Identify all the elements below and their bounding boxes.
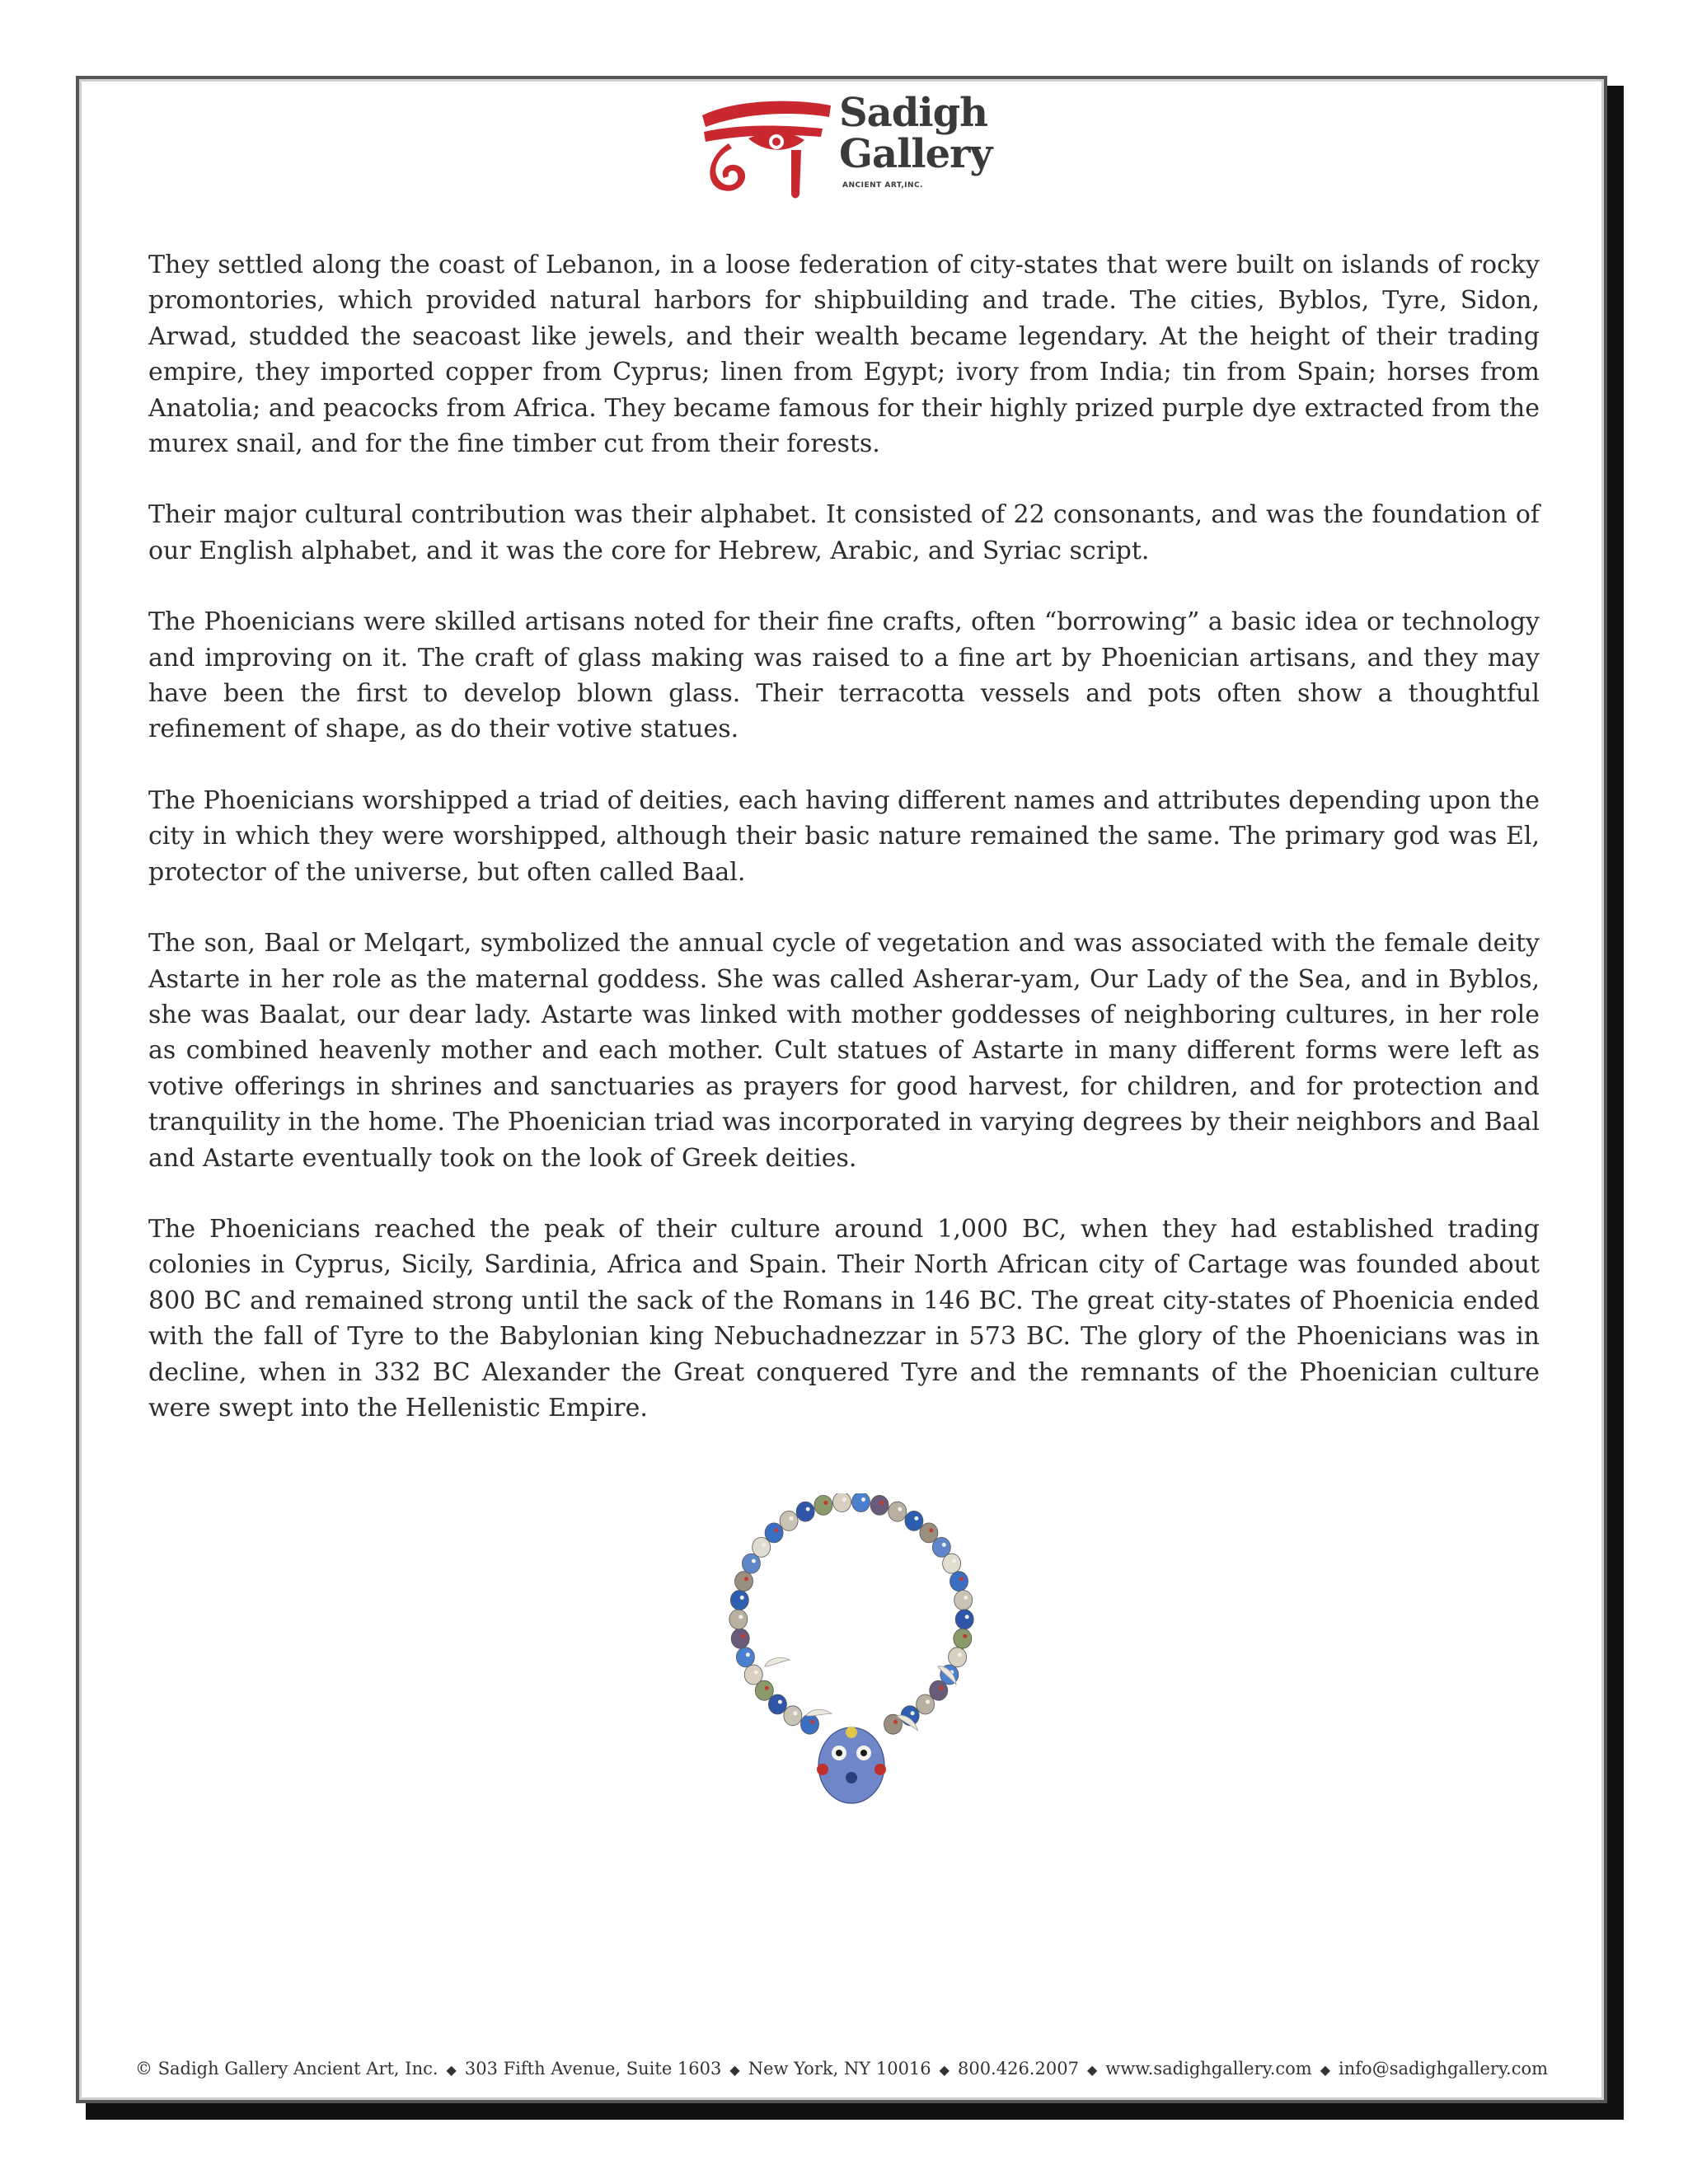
bead-dot [926, 1700, 930, 1704]
bead-dot [893, 1720, 898, 1724]
bead-dot [898, 1507, 902, 1511]
bead [730, 1591, 748, 1610]
bead [801, 1714, 819, 1734]
footer-website: www.sadighgallery.com [1105, 2059, 1312, 2079]
pendant-mask [818, 1727, 884, 1803]
footer-separator: ◆ [1086, 2062, 1098, 2078]
bead-dot [958, 1652, 962, 1657]
bead-dot [952, 1559, 956, 1563]
pendant-detail [846, 1727, 857, 1738]
bead [930, 1680, 948, 1700]
pendant-detail [836, 1750, 842, 1756]
bead [852, 1493, 870, 1512]
gallery-logo [699, 90, 992, 201]
glass-bead-necklace-image [715, 1493, 987, 1807]
pendant-detail [874, 1764, 886, 1775]
bead-dot [746, 1652, 750, 1657]
footer-contact-line [79, 2059, 1604, 2079]
pendant-detail [817, 1764, 828, 1775]
bead [889, 1502, 907, 1521]
bead [784, 1706, 802, 1726]
bead [731, 1629, 749, 1648]
bead-dot [880, 1501, 884, 1505]
footer-separator: ◆ [446, 2062, 457, 2078]
bead-dot [810, 1720, 814, 1724]
bead [744, 1665, 762, 1685]
bead-dot [963, 1634, 967, 1638]
bead-dot [964, 1596, 968, 1600]
pendant-detail [860, 1750, 867, 1756]
bead-dot [806, 1507, 810, 1511]
bead-dot [765, 1686, 769, 1690]
logo-name-line2: Gallery [839, 131, 992, 177]
eye-of-horus-icon [699, 92, 837, 201]
bead [768, 1694, 786, 1714]
footer-city: New York, NY 10016 [748, 2059, 931, 2079]
bead-dot [911, 1711, 915, 1715]
footer-address: 303 Fifth Avenue, Suite 1603 [464, 2059, 722, 2079]
bead-dot [942, 1543, 946, 1547]
logo-subtitle: ANCIENT ART,INC. [842, 181, 924, 190]
bead-dot [775, 1528, 779, 1532]
bead [917, 1694, 935, 1714]
bead [729, 1610, 748, 1629]
paragraph: The Phoenicians worshipped a triad of deities, each having different names and attributes depending upon the city in which they were worshipped, although their basic nature remained the same. The primary god was El, protector of the universe, but often called Baal. [148, 785, 1540, 887]
bead-dot [754, 1671, 758, 1675]
bead-dot [741, 1634, 745, 1638]
footer-separator: ◆ [729, 2062, 740, 2078]
paragraph: The Phoenicians reached the peak of their culture around 1,000 BC, when they had established trading colonies in Cyprus, Sicily, Sardinia, Africa and Spain. Their North African city of Cartage was founded about 800 BC and remained strong until the sack of the Romans in 146 BC. The great city-states of Phoenicia ended with the fall of Tyre to the Babylonian king Nebuchadnezzar in 573 BC. The glory of the Phoenicians was in decline, when in 332 BC Alexander the Great conquered Tyre and the remnants of the Phoenician culture were swept into the Hellenistic Empire. [148, 1214, 1540, 1422]
bead [780, 1511, 798, 1530]
claw-bead [763, 1652, 790, 1672]
bead-dot [959, 1577, 964, 1581]
logo-name-line1: Sadigh [839, 90, 988, 136]
bead [955, 1610, 973, 1629]
paragraph: The son, Baal or Melqart, symbolized the annual cycle of vegetation and was associated with the female deity Astarte in her role as the maternal goddess. She was called Asherar-yam, Our Lady of the Sea, and in Byblos, she was Baalat, our dear lady. Astarte was linked with mother goddesses of neighboring cultures, in her role as combined heavenly mother and each mother. Cult statues of Astarte in many different forms were left as votive offerings in shrines and sanctuaries as prayers for good harvest, for children, and for protection and tranquility in the home. The Phoenician triad was incorporated in varying degrees by their neighbors and Baal and Astarte eventually took on the look of Greek deities. [148, 929, 1540, 1173]
bead [833, 1493, 851, 1512]
bead [870, 1495, 889, 1515]
bead-dot [793, 1711, 797, 1715]
bead [905, 1511, 923, 1530]
bead-dot [790, 1516, 794, 1521]
article-body [148, 247, 1540, 1461]
bead-dot [744, 1577, 748, 1581]
bead-dot [778, 1700, 782, 1704]
bead [736, 1647, 754, 1667]
logo-wordmark [839, 92, 992, 175]
bead [796, 1502, 814, 1521]
bead [950, 1572, 968, 1591]
paragraph: The Phoenicians were skilled artisans noted for their fine crafts, often “borrowing” a basic idea or technology and improving on it. The craft of glass making was raised to a fine art by Phoenician artisans, and they may have been the first to develop blown glass. Their terracotta vessels and pots often show a thoughtful refinement of shape, as do their votive statues. [148, 607, 1540, 744]
footer-copyright: © Sadigh Gallery Ancient Art, Inc. [134, 2059, 438, 2079]
footer-phone: 800.426.2007 [957, 2059, 1079, 2079]
bead [735, 1572, 753, 1591]
footer-separator: ◆ [1320, 2062, 1331, 2078]
bead [949, 1647, 967, 1667]
paragraph: They settled along the coast of Lebanon, in a loose federation of city-states that were built on islands of rocky promontories, which provided natural harbors for shipbuilding and trade. The cities, Byblos, Tyre, Sidon, Arwad, studded the seacoast like jewels, and their wealth became legendary. At the height of their trading empire, they imported copper from Cyprus; linen from Egypt; ivory from India; tin from Spain; horses from Anatolia; and peacocks from Africa. They became famous for their highly prized purple dye extracted from the murex snail, and for the fine timber cut from their forests. [148, 251, 1540, 459]
paragraph: Their major cultural contribution was their alphabet. It consisted of 22 consonants, and was the foundation of our English alphabet, and it was the core for Hebrew, Arabic, and Syriac script. [148, 500, 1540, 565]
footer-email: info@sadighgallery.com [1339, 2059, 1549, 2079]
bead [943, 1554, 961, 1573]
bead-dot [861, 1497, 865, 1502]
bead [765, 1523, 783, 1543]
pendant-detail [846, 1772, 857, 1783]
bead-dot [929, 1528, 933, 1532]
footer-separator: ◆ [939, 2062, 950, 2078]
bead-dot [914, 1516, 918, 1521]
bead [814, 1495, 832, 1515]
bead-dot [965, 1615, 969, 1619]
bead-dot [842, 1497, 846, 1502]
bead-dot [939, 1686, 943, 1690]
bead-dot [752, 1559, 756, 1563]
bead [954, 1591, 973, 1610]
bead [954, 1629, 972, 1648]
bead-dot [762, 1543, 766, 1547]
bead-dot [823, 1501, 828, 1505]
bead-dot [738, 1615, 743, 1619]
bead-dot [740, 1596, 744, 1600]
